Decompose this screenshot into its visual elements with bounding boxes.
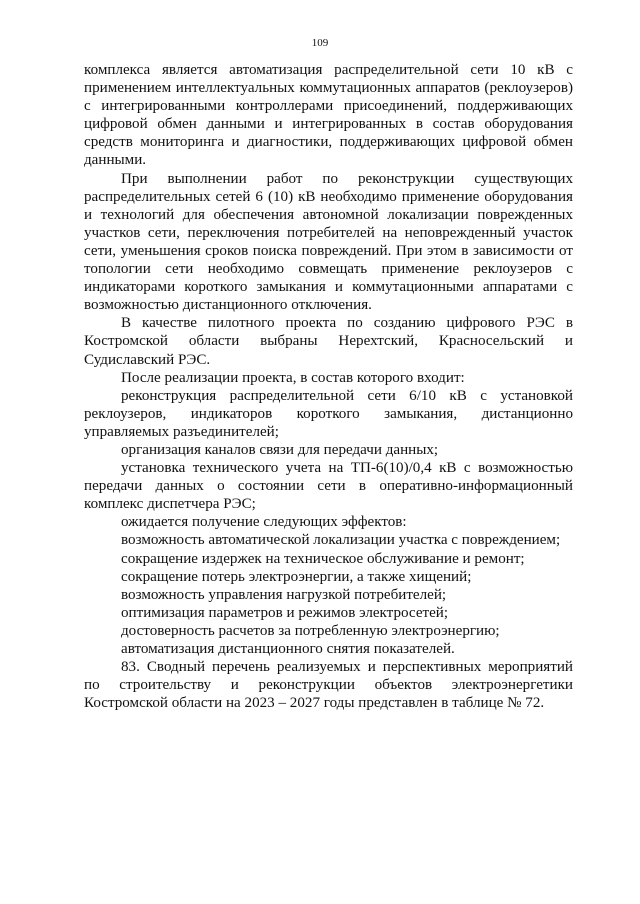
list-item-effect: сокращение издержек на техническое обслуживание и ремонт; — [121, 550, 525, 567]
list-item-reconstruction: реконструкция распределительной сети 6/10 кВ с установкой реклоузеров, индикаторов короткого замыкания, дистанционно управляемых разъединителей; — [84, 387, 573, 440]
paragraph-project-intro: После реализации проекта, в состав которого входит: — [121, 369, 465, 386]
list-item-effect: сокращение потерь электроэнергии, а также хищений; — [121, 568, 472, 585]
list-item-effect: возможность управления нагрузкой потребителей; — [121, 586, 447, 603]
paragraph-reconstruction: При выполнении работ по реконструкции существующих распределительных сетей 6 (10) кВ необходимо применение оборудования и технологий для обеспечения автономной локализации поврежденных участков сети, переключения потребителей на неповрежденный участок сети, уменьшения сроков поиска повреждений. При этом в зависимости от топологии сети необходимо совмещать применение реклоузеров с индикаторами короткого замыкания и коммутационными аппаратами с возможностью дистанционного отключения. — [84, 170, 573, 314]
list-item-effect: оптимизация параметров и режимов электросетей; — [121, 604, 449, 621]
list-item-communication: организация каналов связи для передачи данных; — [121, 441, 439, 458]
paragraph-83: 83. Сводный перечень реализуемых и перспективных мероприятий по строительству и реконструкции объектов электроэнергетики Костромской области на 2023 – 2027 годы представлен в таблице № 72. — [84, 659, 573, 712]
paragraph-continuation: комплекса является автоматизация распределительной сети 10 кВ с применением интеллектуальных коммутационных аппаратов (реклоузеров) с интегрированными контроллерами присоединений, поддерживающих цифровой обмен данными и интегрированных в состав оборудования средств мониторинга и диагностики, поддерживающих цифровой обмен данными. — [84, 62, 573, 169]
list-item-effect: возможность автоматической локализации участка с повреждением; — [121, 532, 561, 549]
paragraph-pilot-project: В качестве пилотного проекта по созданию цифрового РЭС в Костромской области выбраны Нерехтский, Красносельский и Судиславский РЭС. — [84, 315, 573, 368]
list-item-metering: установка технического учета на ТП-6(10)/0,4 кВ с возможностью передачи данных о состоянии сети в оперативно-информационный комплекс диспетчера РЭС; — [84, 460, 573, 513]
list-item-effect: автоматизация дистанционного снятия показателей. — [121, 641, 455, 657]
paragraph-effects-intro: ожидается получение следующих эффектов: — [121, 514, 407, 531]
page-number: 109 — [311, 37, 329, 49]
list-item-effect: достоверность расчетов за потребленную электроэнергию; — [121, 622, 500, 639]
document-body — [84, 61, 573, 712]
